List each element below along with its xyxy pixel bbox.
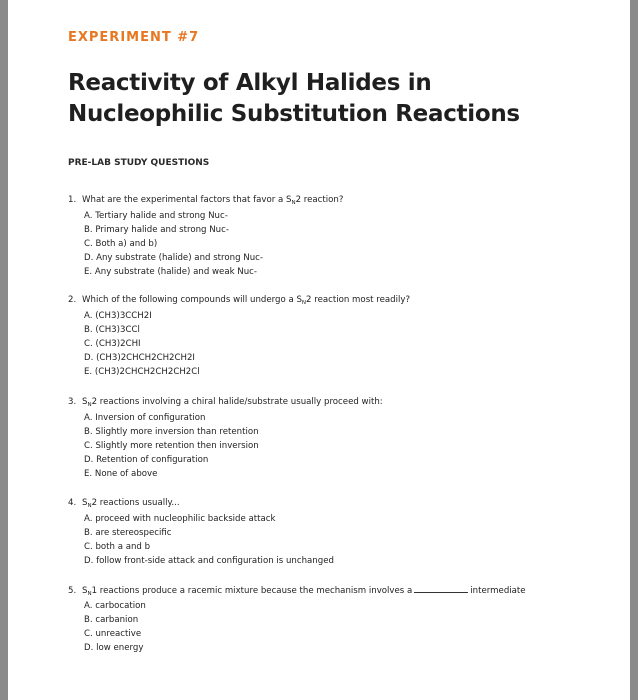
- option-b[interactable]: B. carbanion: [84, 615, 139, 625]
- option-c[interactable]: C. both a and b: [84, 542, 151, 552]
- question-2: [68, 294, 608, 379]
- document-page: [8, 0, 630, 700]
- stem-text: What are the experimental factors that favor a S: [82, 195, 292, 205]
- option-a[interactable]: A. proceed with nucleophilic backside attack: [84, 514, 276, 524]
- options-list: [84, 411, 608, 481]
- question-number: 3.: [68, 397, 77, 407]
- question-stem: [68, 396, 608, 409]
- option-c[interactable]: C. Slightly more retention then inversion: [84, 441, 259, 451]
- question-1: [68, 194, 608, 279]
- stem-text-end: 2 reaction most readily?: [306, 295, 411, 305]
- stem-text: Which of the following compounds will undergo a S: [82, 295, 302, 305]
- stem-text-end: 2 reactions involving a chiral halide/substrate usually proceed with:: [91, 397, 383, 407]
- title-line-2: Nucleophilic Substitution Reactions: [68, 101, 520, 127]
- option-a[interactable]: A. Tertiary halide and strong Nuc-: [84, 211, 228, 221]
- stem-text: S: [82, 498, 88, 508]
- option-a[interactable]: A. Inversion of configuration: [84, 413, 206, 423]
- option-d[interactable]: D. Retention of configuration: [84, 455, 209, 465]
- question-number: 1.: [68, 195, 77, 205]
- subscript: N: [301, 300, 307, 306]
- subscript: N: [87, 591, 92, 597]
- stem-text-after-blank: intermediate: [470, 586, 526, 596]
- subscript: N: [87, 402, 92, 408]
- question-number: 4.: [68, 498, 77, 508]
- stem-text-end: 2 reaction?: [295, 195, 344, 205]
- option-d[interactable]: D. follow front-side attack and configuration is unchanged: [84, 556, 334, 566]
- options-list: [84, 512, 608, 568]
- option-b[interactable]: B. are stereospecific: [84, 528, 172, 538]
- question-number: 5.: [68, 586, 77, 596]
- option-d[interactable]: D. (CH3)2CHCH2CH2CH2I: [84, 353, 195, 363]
- stem-text: S: [82, 586, 88, 596]
- option-e[interactable]: E. None of above: [84, 469, 158, 479]
- option-b[interactable]: B. (CH3)3CCl: [84, 325, 140, 335]
- option-d[interactable]: D. Any substrate (halide) and strong Nuc-: [84, 253, 263, 263]
- answer-blank[interactable]: [414, 584, 468, 593]
- option-a[interactable]: A. carbocation: [84, 601, 146, 611]
- option-c[interactable]: C. Both a) and b): [84, 239, 158, 249]
- option-e[interactable]: E. Any substrate (halide) and weak Nuc-: [84, 267, 258, 277]
- question-3: [68, 396, 608, 481]
- experiment-label: EXPERIMENT #7: [68, 30, 200, 45]
- stem-text-end: 2 reactions usually...: [91, 498, 180, 508]
- option-e[interactable]: E. (CH3)2CHCH2CH2CH2Cl: [84, 367, 200, 377]
- subscript: N: [291, 200, 296, 206]
- question-stem: [68, 584, 608, 597]
- question-4: [68, 497, 608, 568]
- options-list: [84, 309, 608, 379]
- question-stem: [68, 194, 608, 207]
- question-number: 2.: [68, 295, 77, 305]
- stem-text: S: [82, 397, 88, 407]
- option-a[interactable]: A. (CH3)3CCH2I: [84, 311, 152, 321]
- subscript: N: [87, 503, 92, 509]
- option-c[interactable]: C. (CH3)2CHI: [84, 339, 141, 349]
- option-b[interactable]: B. Primary halide and strong Nuc-: [84, 225, 229, 235]
- option-d[interactable]: D. low energy: [84, 643, 144, 653]
- options-list: [84, 599, 608, 655]
- title-line-1: Reactivity of Alkyl Halides in: [68, 70, 432, 96]
- question-stem: [68, 497, 608, 510]
- question-stem: [68, 294, 608, 307]
- section-heading: PRE-LAB STUDY QUESTIONS: [68, 158, 210, 168]
- stem-text-end: 1 reactions produce a racemic mixture because the mechanism involves a: [91, 586, 413, 596]
- page-title: [68, 68, 520, 130]
- question-5: [68, 584, 608, 655]
- option-c[interactable]: C. unreactive: [84, 629, 142, 639]
- option-b[interactable]: B. Slightly more inversion than retention: [84, 427, 259, 437]
- options-list: [84, 209, 608, 279]
